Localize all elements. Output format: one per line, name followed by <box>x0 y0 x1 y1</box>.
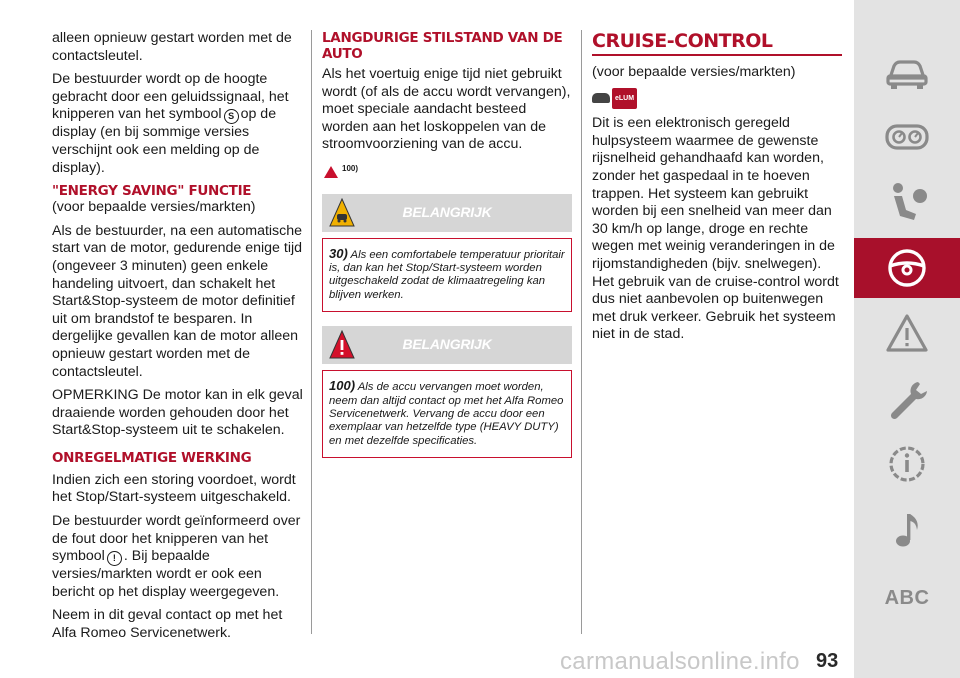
sidebar-item-index[interactable] <box>854 568 960 628</box>
sidebar-item-safety[interactable] <box>854 172 960 232</box>
paragraph: Als het voertuig enige tijd niet gebruikt wordt (of als de accu wordt vervangen), moet speciale aandacht besteed worden aan het loskoppelen van de stroomvoorziening van de accu. <box>322 66 571 153</box>
seat-airbag-icon <box>884 180 930 224</box>
wrench-icon <box>884 378 930 422</box>
paragraph: Als de bestuurder, na een automatische start van de motor, gedurende enige tijd (ongeveer 3 minuten) geen enkele handeling uitvoert, dan schakelt het Start&Stop-systeem de motor definitief uit om brandstof te besparen. In dergelijke gevallen kan de motor alleen opnieuw gestart worden met de contactsleutel. <box>52 222 303 380</box>
warning-reference: 100) <box>324 160 572 178</box>
warning-triangle-icon <box>324 166 338 178</box>
important-panel-1 <box>322 194 572 313</box>
sidebar-item-driving[interactable] <box>854 238 960 298</box>
start-stop-fault-icon: ! <box>107 551 122 566</box>
warning-triangle-icon <box>884 312 930 356</box>
column-divider <box>581 30 582 634</box>
irregular-operation-heading: ONREGELMATIGE WERKING <box>52 449 252 466</box>
paragraph: Indien zich een storing voordoet, wordt het Stop/Start-systeem uitgeschakeld. <box>52 471 296 506</box>
sidebar-item-warnings[interactable] <box>854 304 960 364</box>
column-middle <box>322 30 572 468</box>
sidebar-item-maintenance[interactable] <box>854 370 960 430</box>
info-gear-icon <box>884 442 930 486</box>
paragraph: De bestuurder wordt geïnformeerd over de fout door het knipperen van het symbool ! . Bij bepaalde versies/markten wordt er ook een bericht op het display weergegeven. <box>52 513 301 600</box>
panel-body: 30) Als een comfortabele temperatuur prioritair is, dan kan het Stop/Start-systeem worden uitgeschakeld zodat de klimaatregeling kan blijven werken. <box>322 238 572 313</box>
panel-title: BELANGRIJK <box>402 203 492 220</box>
paragraph: Dit is een elektronisch geregeld hulpsysteem waarmee de gewenste rijsnelheid gehandhaafd kan worden, zonder het gaspedaal in te hoeven trappen. Het systeem kan gebruikt worden bij een snelheid van meer dan 30 km/h op lange, droge en rechte wegen met weinig veranderingen in de rijomstandigheden (bijv. snelwegen). Het gebruik van de cruise-control wordt dus niet aanbevolen op buitenwegen met druk verkeer. Gebruik het systeem niet in de stad. <box>592 115 839 343</box>
paragraph: OPMERKING De motor kan in elk geval draaiende worden gehouden door het Start&Stop-systeem uit te schakelen. <box>52 387 303 439</box>
paragraph: (voor bepaalde versies/markten) <box>52 199 256 216</box>
dashboard-icon <box>884 116 930 160</box>
cruise-control-heading: CRUISE-CONTROL <box>592 30 773 52</box>
car-icon <box>592 93 610 103</box>
paragraph: (voor bepaalde versies/markten) <box>592 64 796 80</box>
heading-rule <box>592 54 842 56</box>
panel-body: 100) Als de accu vervangen moet worden, neem dan altijd contact op met het Alfa Romeo Servicenetwerk. Vervang de accu door een exemplaar van hetzelfde type (HEAVY DUTY) en met dezelfde specificaties. <box>322 370 572 458</box>
sidebar-item-multimedia[interactable] <box>854 500 960 560</box>
panel-header <box>322 194 572 232</box>
chapter-sidebar <box>854 0 960 678</box>
paragraph: De bestuurder wordt op de hoogte gebracht door een geluidssignaal, het knipperen van het symbool S op de display (en bij sommige versies verschijnt ook een melding op de display). <box>52 71 289 176</box>
column-divider <box>311 30 312 634</box>
watermark: carmanualsonline.info <box>560 648 800 675</box>
paragraph: alleen opnieuw gestart worden met de contactsleutel. <box>52 30 292 64</box>
car-icon <box>884 50 930 94</box>
abc-index-label: ABC <box>884 586 930 609</box>
paragraph: Neem in dit geval contact op met het Alfa Romeo Servicenetwerk. <box>52 607 283 642</box>
panel-title: BELANGRIJK <box>402 336 492 353</box>
music-note-icon <box>884 508 930 552</box>
sidebar-item-info[interactable] <box>854 434 960 494</box>
warning-danger-icon <box>329 330 355 360</box>
sidebar-item-dashboard[interactable] <box>854 108 960 168</box>
start-stop-icon: S <box>224 109 239 124</box>
column-left <box>52 30 304 649</box>
steering-wheel-icon <box>884 246 930 290</box>
warning-car-icon <box>329 198 355 228</box>
page-number: 93 <box>816 650 839 672</box>
energy-saving-heading: "ENERGY SAVING" FUNCTIE <box>52 183 252 200</box>
column-right <box>592 30 842 350</box>
elum-badge: eLUM <box>592 88 842 110</box>
sidebar-item-car[interactable] <box>854 42 960 102</box>
panel-header <box>322 326 572 364</box>
important-panel-2 <box>322 326 572 458</box>
long-standstill-heading: LANGDURIGE STILSTAND VAN DE AUTO <box>322 30 563 62</box>
